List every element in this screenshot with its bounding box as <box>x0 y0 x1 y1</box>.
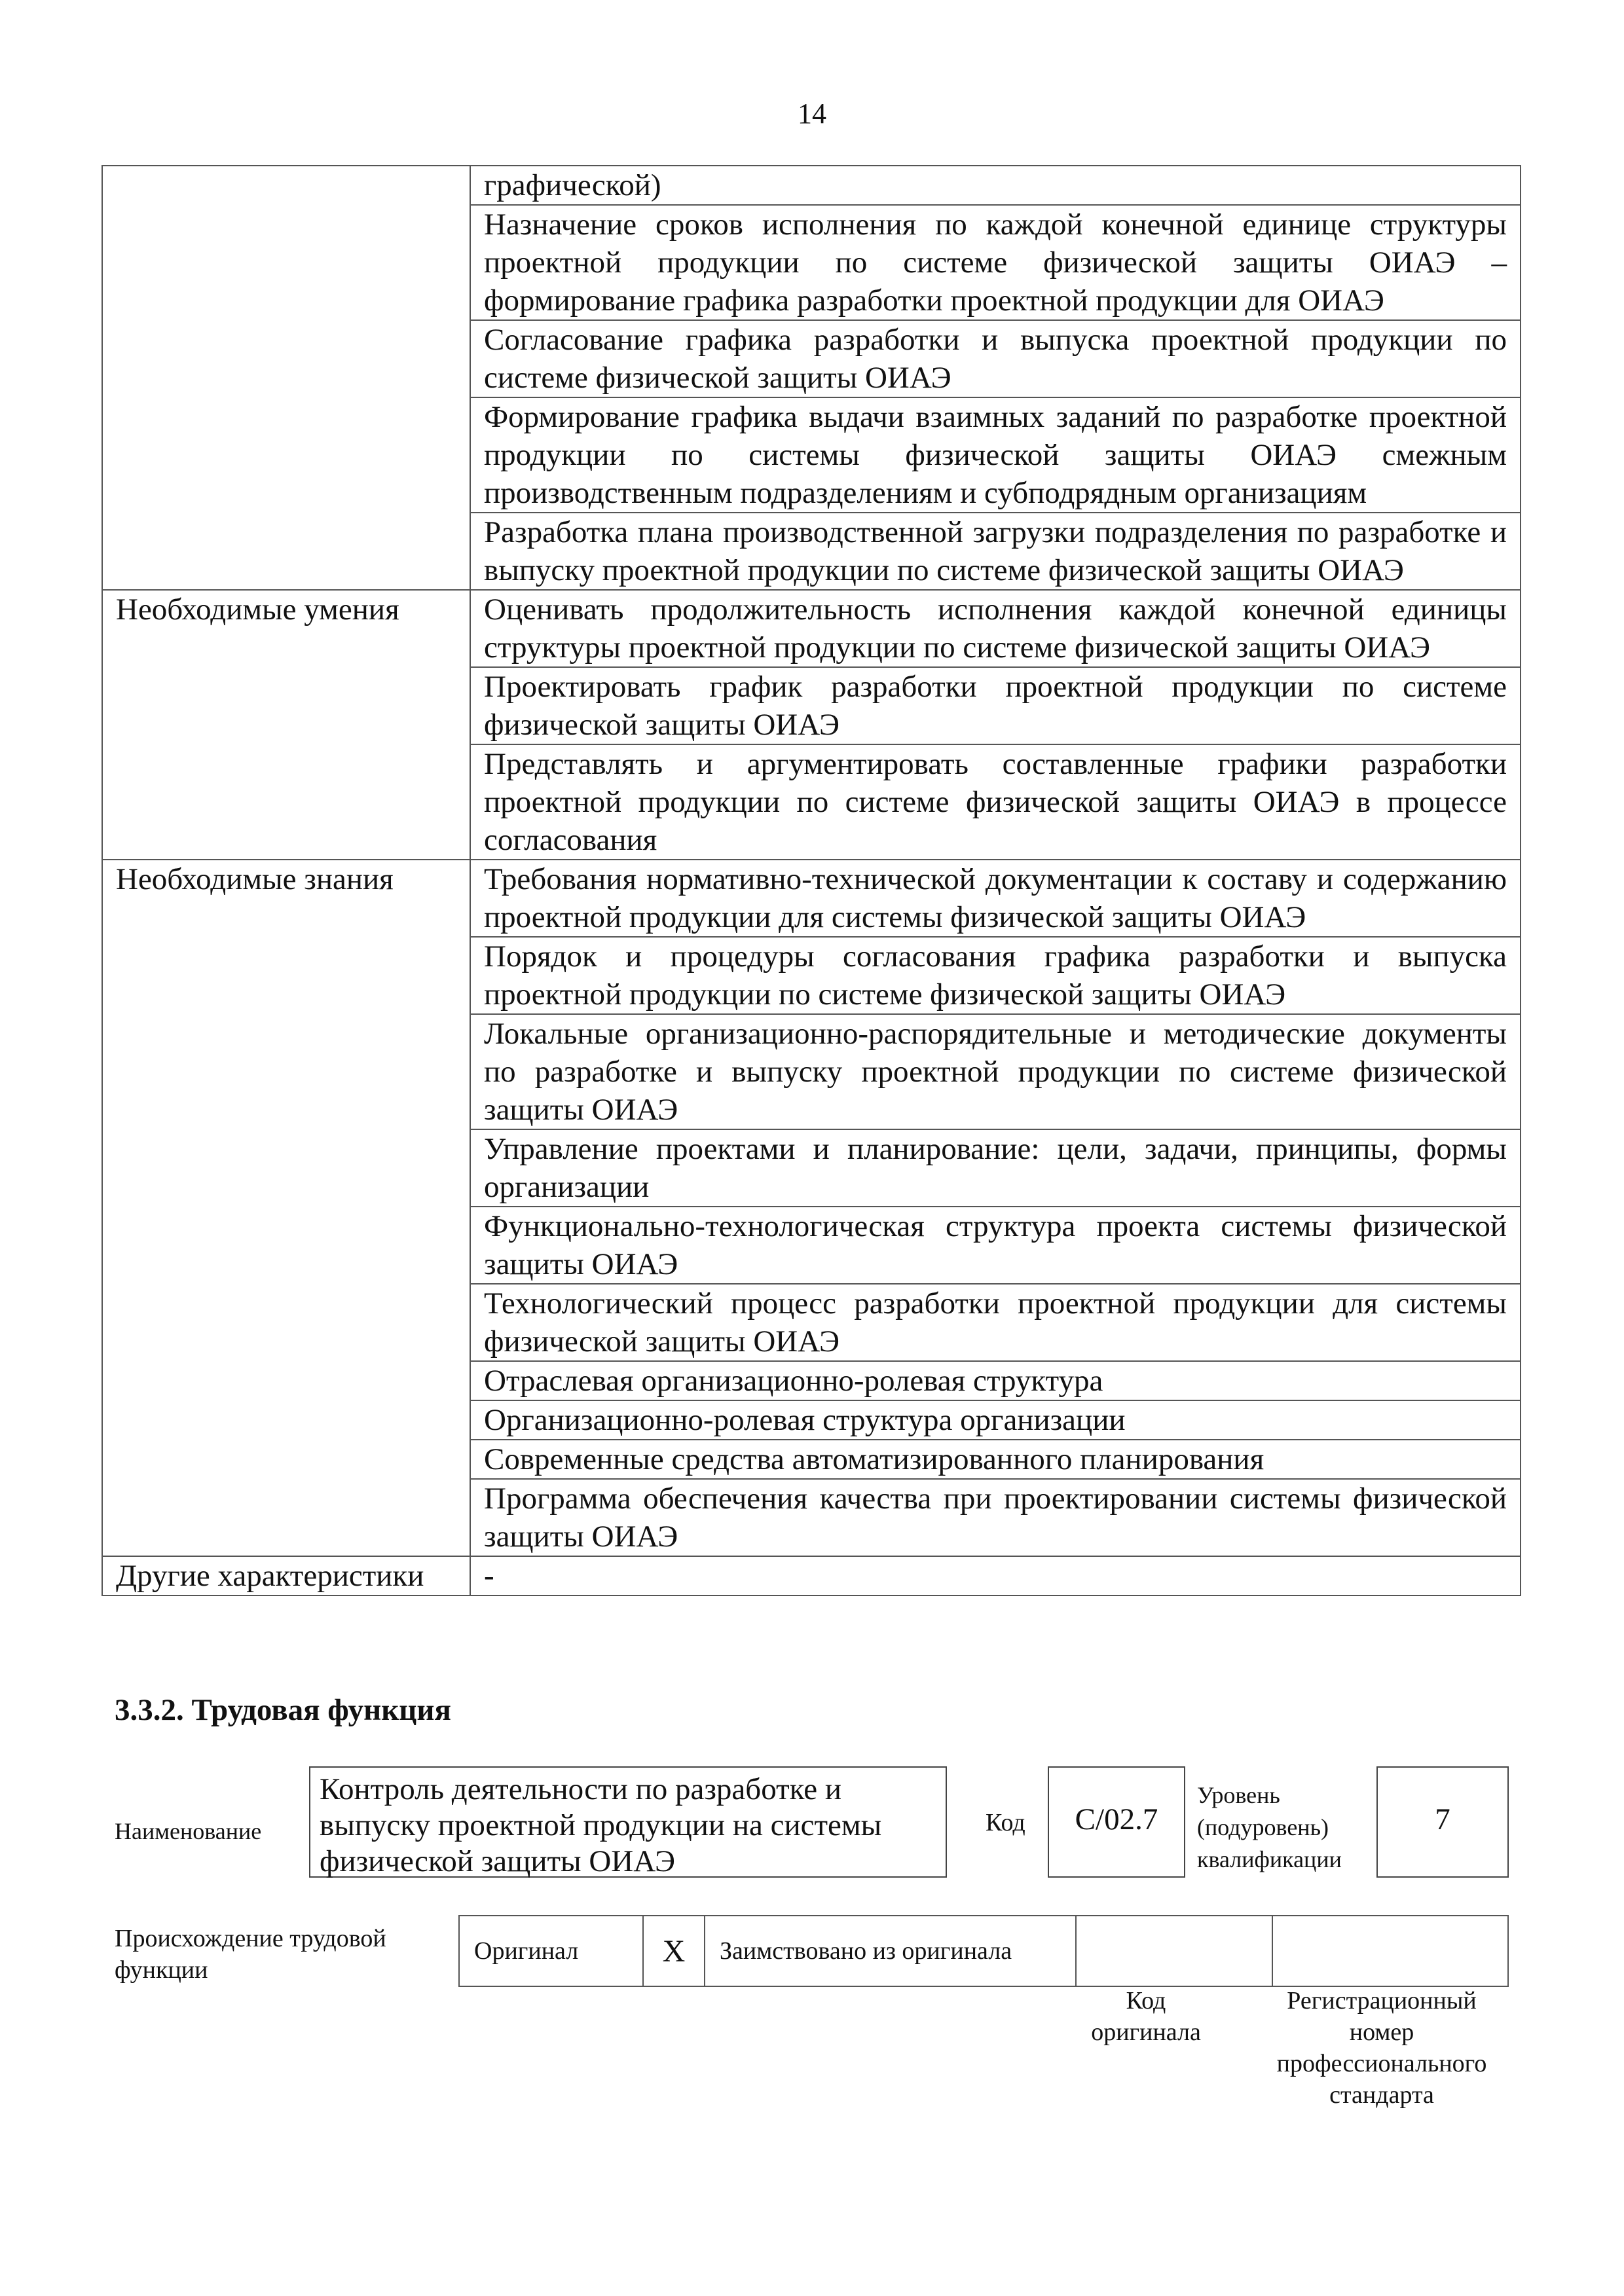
table-row <box>102 860 1521 937</box>
level-caption-line: Уровень <box>1197 1782 1280 1808</box>
table-cell: Оценивать продолжительность исполнения каждой конечной единицы структуры проектной продукции по системе физической защиты ОИАЭ <box>470 590 1521 667</box>
table-cell: Управление проектами и планирование: цели, задачи, принципы, формы организации <box>470 1129 1521 1207</box>
registration-number-caption <box>1251 1985 1513 2111</box>
level-caption-line: квалификации <box>1197 1846 1342 1872</box>
row-label-other: Другие характеристики <box>102 1556 470 1595</box>
table-cell: Согласование графика разработки и выпуска проектной продукции по системе физической защиты ОИАЭ <box>470 320 1521 397</box>
page-number: 14 <box>798 98 826 130</box>
table-row <box>102 1556 1521 1595</box>
table-cell: Назначение сроков исполнения по каждой конечной единице структуры проектной продукции по системе физической защиты ОИАЭ – формирование графика разработки проектной продукции для ОИАЭ <box>470 205 1521 320</box>
registration-number-cell <box>1272 1916 1508 1986</box>
origin-caption <box>115 1923 386 1986</box>
borrowed-label: Заимствовано из оригинала <box>705 1916 1076 1986</box>
row-label-knowledge: Необходимые знания <box>102 860 470 1556</box>
table-row <box>102 166 1521 205</box>
table-cell: Формирование графика выдачи взаимных заданий по разработке проектной продукции по системы физической защиты ОИАЭ смежным производственным подразделениям и субподрядным организациям <box>470 397 1521 513</box>
function-name-box: Контроль деятельности по разработке и выпуску проектной продукции на системы физической защиты ОИАЭ <box>309 1766 947 1878</box>
table-cell: Программа обеспечения качества при проектировании системы физической защиты ОИАЭ <box>470 1479 1521 1556</box>
table-cell: Функционально-технологическая структура проекта системы физической защиты ОИАЭ <box>470 1207 1521 1284</box>
table-cell: Порядок и процедуры согласования графика разработки и выпуска проектной продукции по системе физической защиты ОИАЭ <box>470 937 1521 1014</box>
table-cell: Технологический процесс разработки проектной продукции для системы физической защиты ОИАЭ <box>470 1284 1521 1361</box>
table-cell: Локальные организационно-распорядительные и методические документы по разработке и выпуску проектной продукции по системе физической защиты ОИАЭ <box>470 1014 1521 1129</box>
original-mark: X <box>643 1916 705 1986</box>
original-code-cell <box>1076 1916 1272 1986</box>
table-cell: Организационно-ролевая структура организации <box>470 1400 1521 1440</box>
table-cell: Отраслевая организационно-ролевая структура <box>470 1361 1521 1400</box>
caption-line: Регистрационный <box>1287 1987 1477 2014</box>
function-code-box: C/02.7 <box>1048 1766 1185 1878</box>
caption-line: номер <box>1349 2018 1414 2046</box>
origin-table <box>458 1915 1509 1987</box>
row-label-skills: Необходимые умения <box>102 590 470 860</box>
origin-caption-line: функции <box>115 1956 208 1984</box>
code-caption: Код <box>986 1809 1025 1836</box>
caption-line: профессионального <box>1276 2050 1487 2077</box>
qualification-level-caption <box>1197 1779 1342 1876</box>
caption-line: Код <box>1126 1987 1166 2014</box>
caption-line: стандарта <box>1329 2081 1434 2109</box>
table-cell: - <box>470 1556 1521 1595</box>
table-cell: графической) <box>470 166 1521 205</box>
section-heading: 3.3.2. Трудовая функция <box>115 1693 451 1727</box>
table-row <box>102 590 1521 667</box>
row-label <box>102 166 470 590</box>
name-caption: Наименование <box>115 1818 262 1844</box>
table-cell: Проектировать график разработки проектной продукции по системе физической защиты ОИАЭ <box>470 667 1521 744</box>
table-cell: Представлять и аргументировать составленные графики разработки проектной продукции по системе физической защиты ОИАЭ в процессе согласования <box>470 744 1521 860</box>
origin-row <box>459 1916 1508 1986</box>
caption-line: оригинала <box>1091 2018 1201 2046</box>
competency-table <box>101 165 1521 1596</box>
original-code-caption <box>1054 1985 1238 2048</box>
table-cell: Требования нормативно-технической документации к составу и содержанию проектной продукции для системы физической защиты ОИАЭ <box>470 860 1521 937</box>
level-caption-line: (подуровень) <box>1197 1814 1329 1840</box>
original-label: Оригинал <box>459 1916 643 1986</box>
table-cell: Современные средства автоматизированного планирования <box>470 1440 1521 1479</box>
qualification-level-box: 7 <box>1376 1766 1509 1878</box>
table-cell: Разработка плана производственной загрузки подразделения по разработке и выпуску проектной продукции по системе физической защиты ОИАЭ <box>470 513 1521 590</box>
origin-caption-line: Происхождение трудовой <box>115 1925 386 1952</box>
